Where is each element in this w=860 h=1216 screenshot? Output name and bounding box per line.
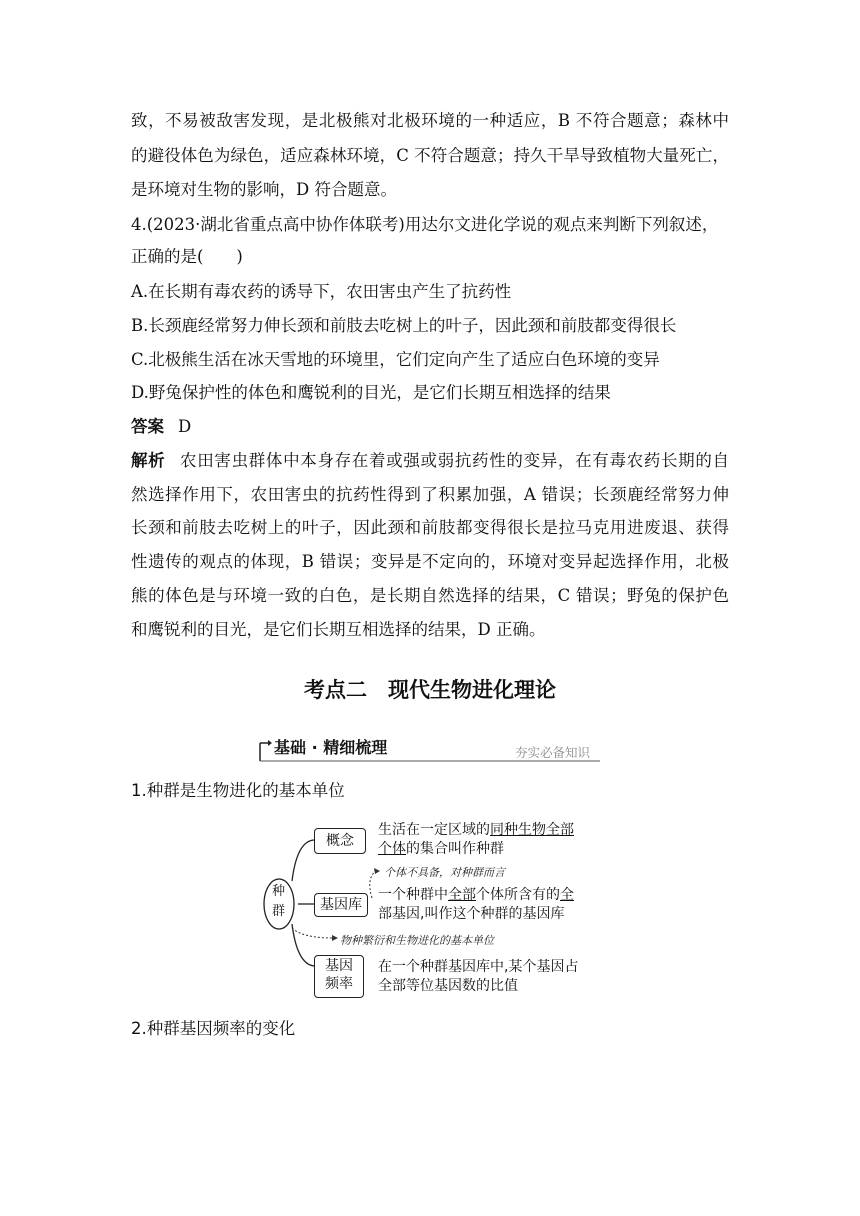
- gene-pool-text-line2: 部基因,叫作这个种群的基因库: [378, 906, 565, 922]
- option-d: D.野兔保护性的体色和鹰锐利的目光，是它们长期互相选择的结果: [131, 383, 611, 402]
- gene-pool-text-part: 一个种群中: [378, 887, 448, 903]
- analysis-line: 然选择作用下，农田害虫的抗药性得到了积累加强，A 错误；长颈鹿经常努力伸: [131, 485, 729, 504]
- answer-label: 答案: [131, 417, 164, 436]
- concept-box: 概念: [314, 828, 366, 854]
- population-diagram: [262, 816, 602, 1001]
- section-banner: [258, 733, 602, 763]
- option-b: B.长颈鹿经常努力伸长颈和前肢去吃树上的叶子，因此颈和前肢都变得很长: [131, 316, 677, 335]
- concept-text-line1: [378, 820, 574, 840]
- point-heading: 2.种群基因频率的变化: [131, 1019, 296, 1038]
- handwritten-note: 物种繁衍和生物进化的基本单位: [340, 934, 494, 947]
- gene-frequency-label: 频率: [325, 976, 353, 992]
- analysis-line: 长颈和前肢去吃树上的叶子，因此颈和前肢都变得很长是拉马克用进废退、获得: [131, 518, 729, 537]
- gene-pool-text-line1: [378, 885, 574, 905]
- concept-text-underlined: 同种生物: [490, 822, 546, 838]
- handwritten-note: 个体不具备，对种群而言: [384, 866, 505, 879]
- concept-text-underlined: 个体: [378, 841, 406, 857]
- question-stem: 正确的是( ): [131, 247, 243, 266]
- analysis-text: 农田害虫群体中本身存在着或强或弱抗药性的变异，在有毒农药长期的自: [179, 451, 730, 470]
- gene-frequency-label: 基因: [325, 958, 353, 974]
- explanation-line: 的避役体色为绿色，适应森林环境，C 不符合题意；持久干旱导致植物大量死亡，: [131, 146, 729, 165]
- banner-subtitle: 夯实必备知识: [514, 745, 590, 760]
- gene-frequency-box: [314, 955, 364, 998]
- gene-frequency-text-line1: 在一个种群基因库中,某个基因占: [378, 959, 579, 975]
- answer-row: [131, 416, 191, 438]
- explanation-line: 是环境对生物的影响，D 符合题意。: [131, 180, 397, 199]
- concept-text-part: 的集合叫作种群: [406, 841, 504, 857]
- analysis-line: 性遗传的观点的体现，B 错误；变异是不定向的，环境对变异起选择作用，北极: [131, 552, 729, 571]
- gene-pool-text-underlined: 全部: [448, 887, 476, 903]
- gene-frequency-text-line2: 全部等位基因数的比值: [378, 978, 518, 994]
- gene-pool-text-underlined: 全: [560, 887, 574, 903]
- concept-text-part: 生活在一定区域的: [378, 822, 490, 838]
- point-heading: 1.种群是生物进化的基本单位: [131, 781, 345, 800]
- option-a: A.在长期有毒农药的诱导下，农田害虫产生了抗药性: [131, 282, 512, 301]
- section-title: 考点二 现代生物进化理论: [304, 678, 556, 702]
- analysis-line: 和鹰锐利的目光，是它们长期互相选择的结果，D 正确。: [131, 620, 546, 639]
- center-label-top: 种: [272, 884, 286, 899]
- gene-pool-text-part: 个体所含有的: [476, 887, 560, 903]
- question-stem: 4.(2023·湖北省重点高中协作体联考)用达尔文进化学说的观点来判断下列叙述，: [131, 215, 719, 234]
- concept-text-underlined: 全部: [546, 822, 574, 838]
- concept-text-line2: [378, 839, 504, 859]
- center-label-bottom: 群: [272, 904, 286, 919]
- explanation-line: 致，不易被敌害发现，是北极熊对北极环境的一种适应，B 不符合题意；森林中: [131, 111, 729, 130]
- gene-pool-box: 基因库: [314, 893, 368, 917]
- banner-title: 基础 · 精细梳理: [274, 738, 388, 757]
- option-c: C.北极熊生活在冰天雪地的环境里，它们定向产生了适应白色环境的变异: [131, 350, 660, 369]
- answer-value: D: [178, 417, 192, 436]
- analysis-label: 解析: [131, 451, 166, 470]
- analysis-line: 熊的体色是与环境一致的白色，是长期自然选择的结果，C 错误；野兔的保护色: [131, 586, 729, 605]
- analysis-line: [131, 450, 729, 472]
